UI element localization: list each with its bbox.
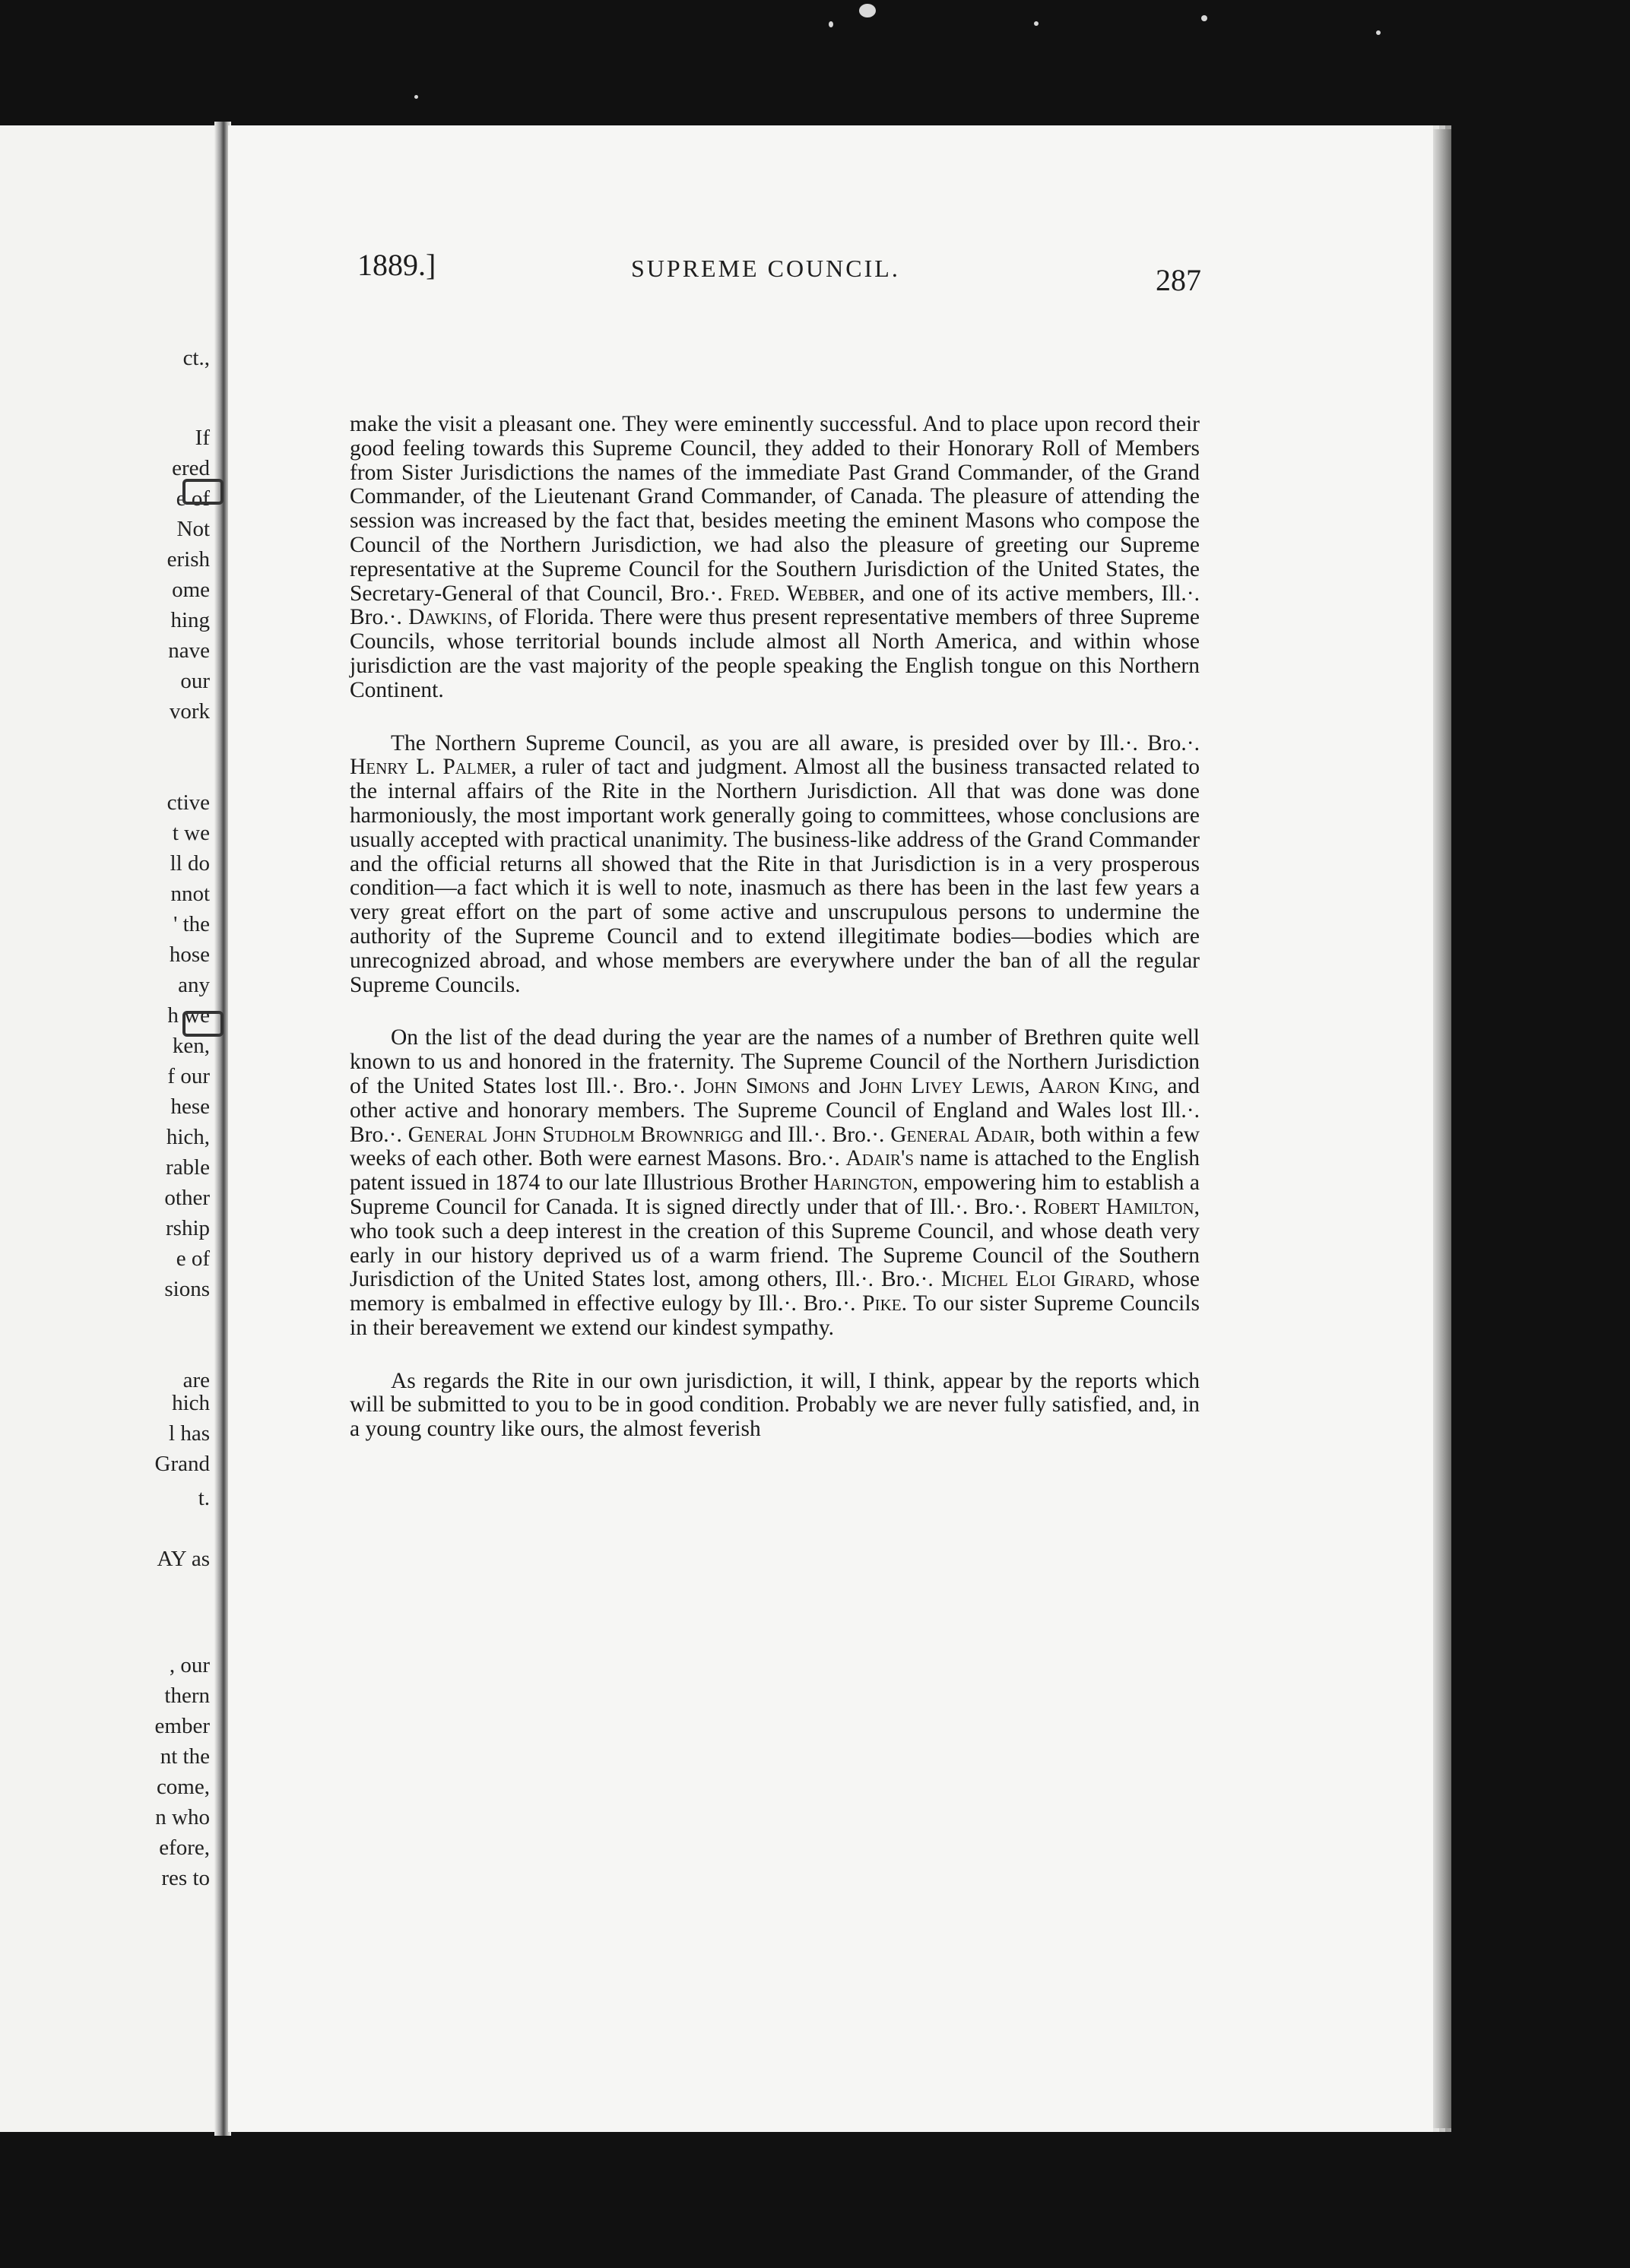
name-smallcaps: Fred. Webber: [730, 581, 860, 606]
previous-page-line: t.: [198, 1486, 210, 1510]
body-text: [350, 413, 1200, 1471]
previous-page-line: l has: [169, 1421, 210, 1446]
paragraph: [350, 1370, 1200, 1442]
name-smallcaps: General Adair: [890, 1122, 1030, 1147]
scan-speck: [829, 21, 833, 27]
previous-page-fragment: [0, 125, 220, 2132]
name-smallcaps: Aaron King: [1039, 1073, 1153, 1098]
previous-page-line: Not: [176, 517, 210, 541]
text-run: On the list of the dead during the year are the names of a number of Brethren quite well known to us and honored in the fraternity. The Supreme Council of the Northern Jurisdiction of the United States lost Ill.·. Bro.·.: [350, 1025, 1200, 1098]
previous-page-line: ctive: [166, 790, 210, 815]
previous-page-line: come,: [156, 1775, 210, 1799]
text-run: ,: [1024, 1073, 1039, 1098]
previous-page-line: erish: [166, 547, 210, 572]
previous-page-line: ct.,: [182, 346, 210, 370]
page-number: 287: [1156, 263, 1201, 297]
binding-clip: [182, 479, 224, 505]
previous-page-line: efore,: [159, 1836, 210, 1860]
text-run: name is attached to the English patent issued in 1874 to our late Illustrious Brother: [350, 1146, 1200, 1196]
text-run: make the visit a pleasant one. They were eminently successful. And to place upon record their good feeling towards this Supreme Council, they added to their Honorary Roll of Members from Sister Jurisdictions the names of the immediate Past Grand Commander, of the Grand Commander, of the Lieutenant Grand Commander, of Canada. The pleasure of attending the session was increased by the fact that, besides meeting the eminent Masons who compose the Council of the Northern Jurisdiction, we had also the pleasure of greeting our Supreme representative at the Supreme Council for the Southern Jurisdiction of the United States, the Secretary-General of that Council, Bro.·.: [350, 412, 1200, 606]
previous-page-line: are: [182, 1368, 210, 1392]
scan-speck: [1201, 15, 1207, 21]
scan-speck: [1034, 21, 1039, 26]
previous-page-line: ken,: [172, 1034, 210, 1058]
previous-page-line: Grand: [154, 1452, 210, 1476]
text-run: As regards the Rite in our own jurisdiction, it will, I think, appear by the reports which will be submitted to you to be in good condition. Probably we are never fully satisfied, and, in a young country like ours, the almost feverish: [350, 1368, 1200, 1442]
previous-page-line: e of: [176, 1246, 210, 1271]
previous-page-line: ered: [172, 456, 210, 480]
previous-page-line: f our: [167, 1064, 210, 1088]
previous-page-line: ll do: [170, 851, 210, 876]
name-smallcaps: Adair's: [845, 1146, 915, 1171]
text-run: , of Florida. There were thus present representative members of three Supreme Councils, whose territorial bounds include almost all North America, and within whose jurisdiction are the vast majority of the people speaking the English tongue on this Northern Continent.: [350, 605, 1200, 702]
name-smallcaps: John Livey Lewis: [859, 1073, 1025, 1098]
previous-page-line: hose: [169, 942, 210, 967]
text-run: , and other active and honorary members. The Supreme Council of England and Wales lost Ill.·. Bro.·.: [350, 1073, 1200, 1147]
previous-page-line: res to: [161, 1866, 210, 1890]
previous-page-line: ember: [154, 1714, 210, 1738]
previous-page-line: ' the: [173, 912, 210, 936]
name-smallcaps: General John Studholm Brownrigg: [408, 1122, 744, 1147]
name-smallcaps: Pike: [862, 1291, 902, 1316]
previous-page-line: nave: [168, 638, 210, 663]
previous-page-line: nt the: [160, 1744, 210, 1769]
scan-speck: [414, 95, 418, 99]
scan-speck: [859, 4, 876, 17]
previous-page-line: nnot: [170, 882, 210, 906]
paragraph: [350, 1026, 1200, 1340]
text-run: , whose memory is embalmed in effective eulogy by Ill.·. Bro.·.: [350, 1267, 1200, 1316]
previous-page-line: , our: [169, 1653, 210, 1677]
text-run: and: [810, 1073, 860, 1098]
previous-page-line: h we: [167, 1003, 210, 1028]
previous-page-line: thern: [164, 1684, 210, 1708]
name-smallcaps: John Simons: [693, 1073, 810, 1098]
previous-page-line: AY as: [157, 1547, 210, 1571]
previous-page-line: other: [164, 1186, 210, 1210]
previous-page-line: sions: [164, 1277, 210, 1301]
previous-page-line: hing: [170, 608, 210, 632]
scan-speck: [1376, 30, 1381, 35]
previous-page-line: hese: [170, 1094, 210, 1119]
paragraph: [350, 732, 1200, 998]
previous-page-line: n who: [155, 1805, 210, 1829]
name-smallcaps: Harington: [813, 1170, 913, 1196]
text-run: , and one of its active members, Ill.·. Bro.·.: [350, 581, 1200, 630]
previous-page-line: hich: [172, 1391, 210, 1415]
text-run: , who took such a deep interest in the creation of this Supreme Council, and whose death very early in our history deprived us of a warm friend. The Supreme Council of the Southern Jurisdiction of the United States lost, among others, Ill.·. Bro.·.: [350, 1194, 1200, 1292]
name-smallcaps: Henry L. Palmer: [350, 755, 512, 780]
binding-clip: [182, 1011, 224, 1037]
previous-page-line: t we: [172, 821, 210, 845]
name-smallcaps: Dawkins: [408, 605, 487, 630]
page-stack-edge: [1433, 129, 1451, 2128]
previous-page-line: rship: [166, 1216, 210, 1240]
previous-page-line: any: [178, 973, 210, 997]
text-run: The Northern Supreme Council, as you are all aware, is presided over by Ill.·. Bro.·.: [391, 730, 1200, 755]
name-smallcaps: Robert Hamilton: [1033, 1194, 1194, 1219]
text-run: , both within a few weeks of each other. Both were earnest Masons. Bro.·.: [350, 1122, 1200, 1171]
text-run: , a ruler of tact and judgment. Almost all the business transacted related to the internal affairs of the Rite in the Northern Jurisdiction. All that was done was done harmoniously, the most important work generally going to committees, whose conclusions are usually accepted with practical unanimity. The business-like address of the Grand Commander and the official returns all showed that the Rite in that Jurisdiction is in a very prosperous condition—a fact which it is well to note, inasmuch as there has been in the last few years a very great effort on the part of some active and unscrupulous persons to undermine the authority of the Supreme Council and to extend illegitimate bodies—bodies which are unrecognized abroad, and whose members are everywhere under the ban of all the regular Supreme Councils.: [350, 755, 1200, 997]
previous-page-line: hich,: [166, 1125, 210, 1149]
previous-page-line: e of: [176, 486, 210, 511]
document-page: [228, 125, 1433, 2132]
paragraph: [350, 413, 1200, 703]
name-smallcaps: Michel Eloi Girard: [940, 1267, 1130, 1292]
previous-page-line: ome: [172, 578, 210, 602]
text-run: , empowering him to establish a Supreme Council for Canada. It is signed directly under that of Ill.·. Bro.·.: [350, 1170, 1200, 1219]
previous-page-line: rable: [166, 1155, 210, 1180]
running-head-title: SUPREME COUNCIL.: [631, 255, 900, 282]
previous-page-line: vork: [169, 699, 210, 724]
running-head-year: 1889.]: [357, 248, 436, 282]
text-run: . To our sister Supreme Councils in their bereavement we extend our kindest sympathy.: [350, 1291, 1200, 1340]
previous-page-line: our: [180, 669, 210, 693]
text-run: and Ill.·. Bro.·.: [743, 1122, 891, 1147]
previous-page-line: If: [195, 426, 210, 450]
